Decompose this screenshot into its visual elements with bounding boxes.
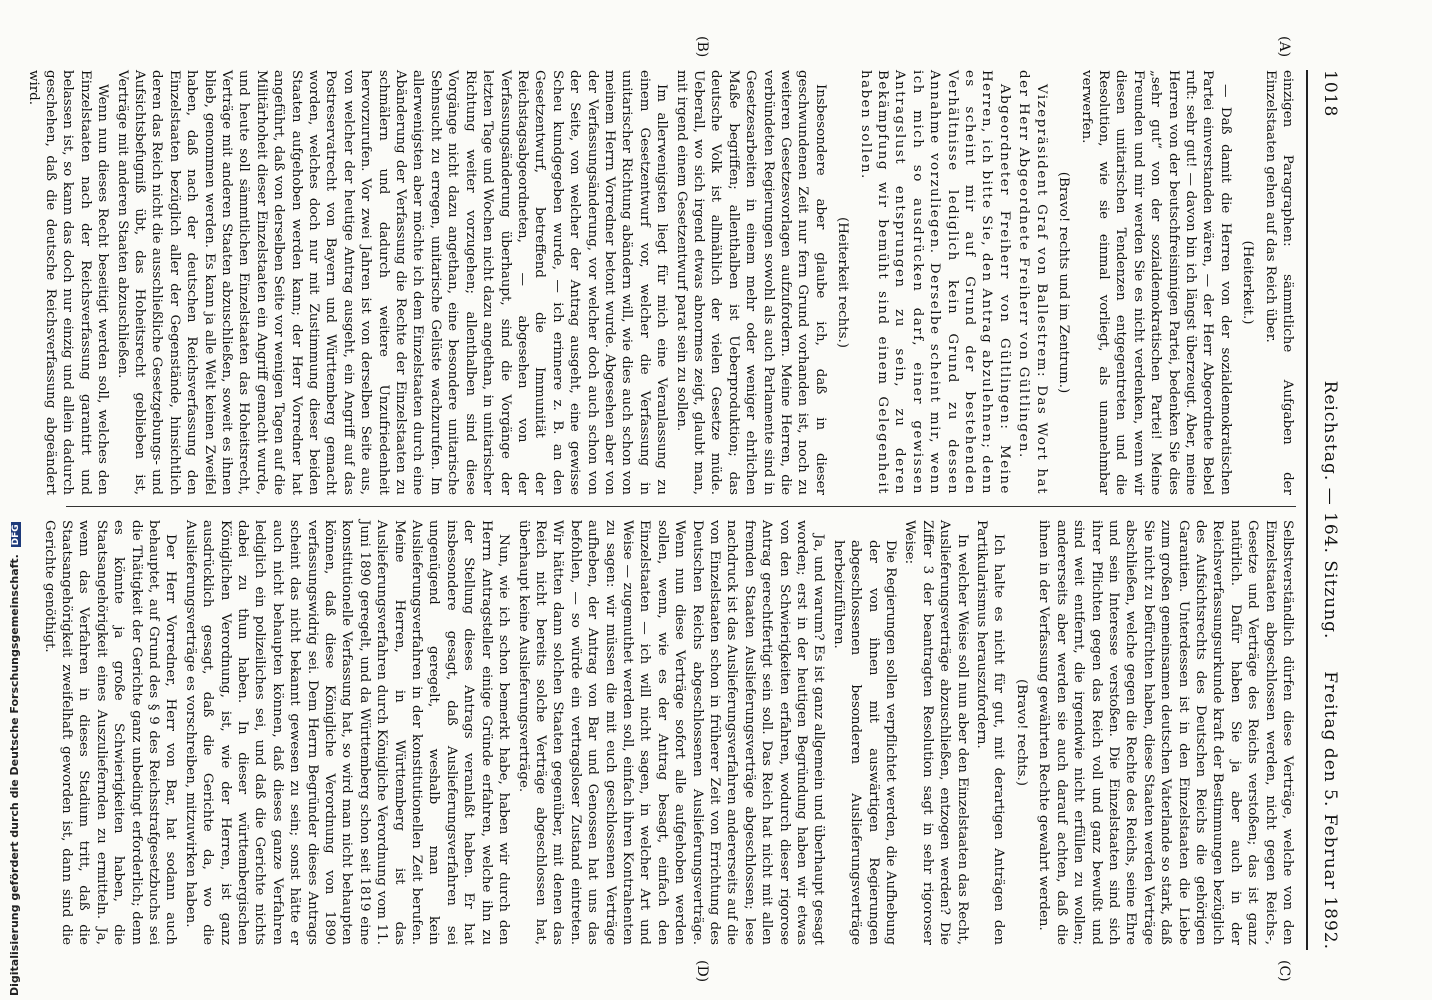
page-header (1306, 70, 1340, 950)
digitization-credit (8, 524, 22, 996)
credit-text: Digitalisierung gefördert durch die Deutsche Forschungsgemeinschaft. (8, 554, 21, 996)
speaker-paragraph: Vizepräsident Graf von Ballestrem: Das Wort hat der Herr Abgeordnete Freiherr von Gültlingen. (1016, 70, 1049, 495)
paragraph: Der Herr Vorredner, Herr von Bar, hat sodann auch behauptet, auf Grund des § 9 des Reichsstrafgesetzbuchs sei die Thätigkeit der Gerichte ganz unbedingt erforderlich; denn es könnte ja große Schwierigkeiten haben, die Staatsangehörigkeit eines Auszuliefernden zu ermitteln. Ja, wenn das Verfahren in dieses Stadium tritt, daß die Staatsangehörigkeit zweifelhaft geworden ist, dann sind die Gerichte genöthigt. (41, 520, 179, 945)
paragraph: Insbesondere aber glaube ich, daß in dieser geschwundenen Zeit nur fern Grund vorhanden ist, noch zu weiteren Gesetzesvorlagen aufzufordern. Meine Herren, die verbündeten Regierungen sowohl als auch Parlamente sind in Gesetzesarbeiten in einem mehr oder weniger ehrlichen Maße begriffen; allenthalben ist Ueberproduktion; das deutsche Volk ist allmählich der vielen Gesetze müde. Ueberall, wo sich irgend etwas abnormes zeigt, glaubt man, mit irgend einem Gesetzentwurf parat sein zu sollen. (673, 70, 828, 495)
margin-marker-c: (C) (1276, 960, 1292, 982)
dfg-logo: DFG (11, 524, 21, 546)
session-date: Freitag den 5. Februar 1892. (1320, 671, 1340, 950)
header-rule (1306, 70, 1308, 950)
paragraph: Ich halte es nicht für gut, mit derartigen Anträgen den Partikularismus herauszufordern. (974, 520, 1007, 945)
margin-marker-a: (A) (1276, 36, 1292, 58)
speaker-paragraph: Abgeordneter Freiherr von Gültlingen: Meine Herren, ich bitte Sie, den Antrag abzulehnen; denn es scheint mir auf Grund der bestehenden Verhältnisse lediglich kein Grund zu dessen Annahme vorzuliegen. Derselbe scheint mir, wenn ich mich so ausdrücken darf, einer gewissen Antragslust entsprungen zu sein, zu deren Bekämpfung wir bemüht sind einem Gelegenheit haben sollen. (857, 70, 1012, 495)
paragraph: einzigen Paragraphen: sämmtliche Aufgaben der Einzelstaaten gehen auf das Reich über. (1262, 70, 1295, 495)
page-number: 1018 (1320, 70, 1340, 118)
stage-direction: (Heiterkeit.) (1240, 240, 1256, 325)
stage-direction: (Bravo! rechts und im Zentrum.) (1056, 171, 1072, 394)
column-divider (66, 506, 1296, 507)
paragraph: Selbstverständlich dürfen diese Verträge, welche von den Einzelstaaten abgeschlossen werden, nicht gegen Reichs-, Gesetze und Verträge des Reichs verstoßen; das ist ganz natürlich. Dafür haben Sie ja aber auch in der Reichsverfassungsurkunde kraft der Bestimmungen bezüglich des Aufsichtsrechts des Deutschen Reichs die gehörigen Garantien. Unterdessen ist in den Einzelstaaten die Liebe zum großen gemeinsamen deutschen Vaterlande so stark, daß Sie nicht zu befürchten haben, diese Staaten werden Verträge abschließen, welche gegen die Rechte des Reichs, seine Ehre und sein Interesse verstoßen. Die Einzelstaaten sind sich ihrer Pflichten gegen das Reich voll und ganz bewußt und sind weit entfernt, die irgendwie nicht erfüllen zu wollen; andererseits aber werden sie auch darauf achten, daß die ihnen in der Verfassung gewährten Rechte gewahrt werden. (1036, 520, 1295, 945)
paragraph: Im allerwenigsten liegt für mich eine Veranlassung zu einem Gesetzentwurf vor, welcher die Verfassung in unitarischer Richtung abändern will, wie dies auch schon von meinem Herrn Vorredner betont wurde. Abgesehen aber von der Verfassungsänderung, vor welcher doch auch schon von der Seite, von welcher der Antrag ausgeht, eine gewisse Scheu kundgegeben wurde, — ich erinnere z. B. an den Gesetzentwurf, betreffend die Immunität der Reichstagsabgeordneten, — abgesehen von der Verfassungsänderung überhaupt, sind die Vorgänge der letzten Tage und Wochen nicht dazu angethan, in unitarischer Richtung weiter vorzugehen; allenthalben sind diese Vorgänge nicht dazu angethan, eine besondere unitarische Sehnsucht zu erregen, unitarische Gelüste wachzurufen. Im allerwenigsten aber möchte ich dem Einzelstaaten durch eine Abänderung der Verfassung die Rechte der Einzelstaaten zu schmälern und dadurch weitere Unzufriedenheit hervorzurufen. Vor zwei Jahren ist von derselben Seite aus, von welcher der heutige Antrag ausgeht, ein Angriff auf das Postreservatrecht von Bayern und Württemberg gemacht worden, welches doch nur mit Zustimmung dieser beiden Staaten aufgehoben werden kann; der Herr Vorredner hat angeführt, daß von derselben Seite vor wenigen Tagen auf die Militärhoheit dieser Einzelstaaten ein Angriff gemacht wurde, und heute soll sämmtlichen Einzelstaaten das Hoheitsrecht, Verträge mit anderen Staaten abzuschließen, soweit es ihnen blieb, genommen werden. Es kann ja alle Welt keinen Zweifel haben, daß nach der deutschen Reichsverfassung den Einzelstaaten bezüglich aller der Gegenstände, hinsichtlich deren das Reich nicht die ausschließliche Gesetzgebungs- und Aufsichtsbefugniß übt, das Hoheitsrecht geblieben ist, Verträge mit anderen Staaten abzuschließen. (114, 70, 670, 495)
block-quote: Die Regierungen sollen verpflichtet werden, die Aufhebung der von ihnen mit auswärtigen Regierungen abgeschlossenen besonderen Auslieferungsverträge herbeizuführen. (830, 540, 899, 945)
paragraph: Wenn nun dieses Recht beseitigt werden soll, welches den Einzelstaaten nach der Reichsverfassung garantirt und belassen ist, so kann das doch nur einzig und allein dadurch geschehen, daß die deutsche Reichsverfassung abgeändert wird. (25, 70, 111, 495)
margin-marker-b: (B) (694, 36, 710, 58)
stage-direction: (Heiterkeit rechts.) (835, 217, 851, 348)
left-column (25, 70, 1296, 495)
paragraph: Ja, und warum? Es ist ganz allgemein und überhaupt gesagt worden; erst in der heutigen Begründung haben wir etwas von den Schwierigkeiten erfahren, wodurch dieser rigorose Antrag gerechtfertigt sein soll. Das Reich hat nicht mit allen fremden Staaten Auslieferungsverträge abgeschlossen; lese nachdruck ist das Auslieferungsverfahren andererseits auf die von Einzelstaaten schon in früherer Zeit von Errichtung des Deutschen Reichs abgeschlossenen Auslieferungsverträge. Wenn nun diese Verträge sofort alle aufgehoben werden sollen, wenn, wie es der Antrag besagt, einfach den Einzelstaaten — ich will nicht sagen, in welcher Art und Weise — zugemuthet werden soll, einfach ihren Kontrahenten zu sagen: wir müssen die mit euch geschlossenen Verträge aufheben, der Antrag von Bar und Genossen hat uns das befohlen, — so würde ein vertragsloser Zustand eintreten. Wir hätten dann solchen Staaten gegenüber, mit denen das Reich nicht bereits solche Verträge abgeschlossen hat, überhaupt keine Auslieferungsverträge. (515, 520, 827, 945)
stage-direction: (Bravo! rechts.) (1013, 679, 1029, 786)
paragraph: Nun, wie ich schon bemerkt habe, haben wir durch den Herrn Antragsteller einige Gründe erfahren, welche ihn zu der Stellung dieses Antrags veranlaßt haben. Er hat insbesondere gesagt, daß Auslieferungsverfahren sei ungenügend geregelt, weshalb man kein Auslieferungsverfahren in der konstitutionellen Zeit berufen. Meine Herren, in Württemberg ist das Auslieferungsverfahren durch Königliche Verordnung vom 11. Juni 1890 geregelt, und da Württemberg schon seit 1819 eine konstitutionelle Verfassung hat, so wird man nicht behaupten können, daß diese Königliche Verordnung von 1890 verfassungswidrig sei. Dem Herrn Begründer dieses Antrags scheint das nicht bekannt gewesen zu sein; sonst hätte er auch nicht behaupten können, daß dieses ganze Verfahren lediglich ein polizeiliches sei, und daß die Gerichte nichts dabei zu thun haben. In dieser württembergischen Königlichen Verordnung, ist, wie der Herren, ist ganz ausdrücklich gesagt, daß die Gerichte da, wo die Auslieferungsverträge es vorschreiben, mitzuwirken haben. (182, 520, 512, 945)
right-column (41, 520, 1296, 945)
paragraph: In welcher Weise soll nun aber den Einzelstaaten das Recht, Auslieferungsverträge abzuschließen, entzogen werden? Die Ziffer 3 der beantragten Resolution sagt in sehr rigoroser Weise: (902, 520, 970, 945)
paragraph: — Daß damit die Herren von der sozialdemokratischen Partei einverstanden wären, — der Herr Abgeordnete Bebel ruft: sehr gut! — davon bin ich längst überzeugt. Aber, meine Herren von der beutschfreisinnigen Partei, bedenken Sie dies „sehr gut“ von der sozialdemokratischen Partei! Meine Freunden und mir werden Sie es nicht verdenken, wenn wir diesen unitarischen Tendenzen entgegentreten und die Resolution, wie sie einmal vorliegt, als unannehmbar verwerfen. (1078, 70, 1233, 495)
margin-marker-d: (D) (694, 960, 710, 983)
running-title: Reichstag. — 164. Sitzung. (1320, 380, 1340, 640)
